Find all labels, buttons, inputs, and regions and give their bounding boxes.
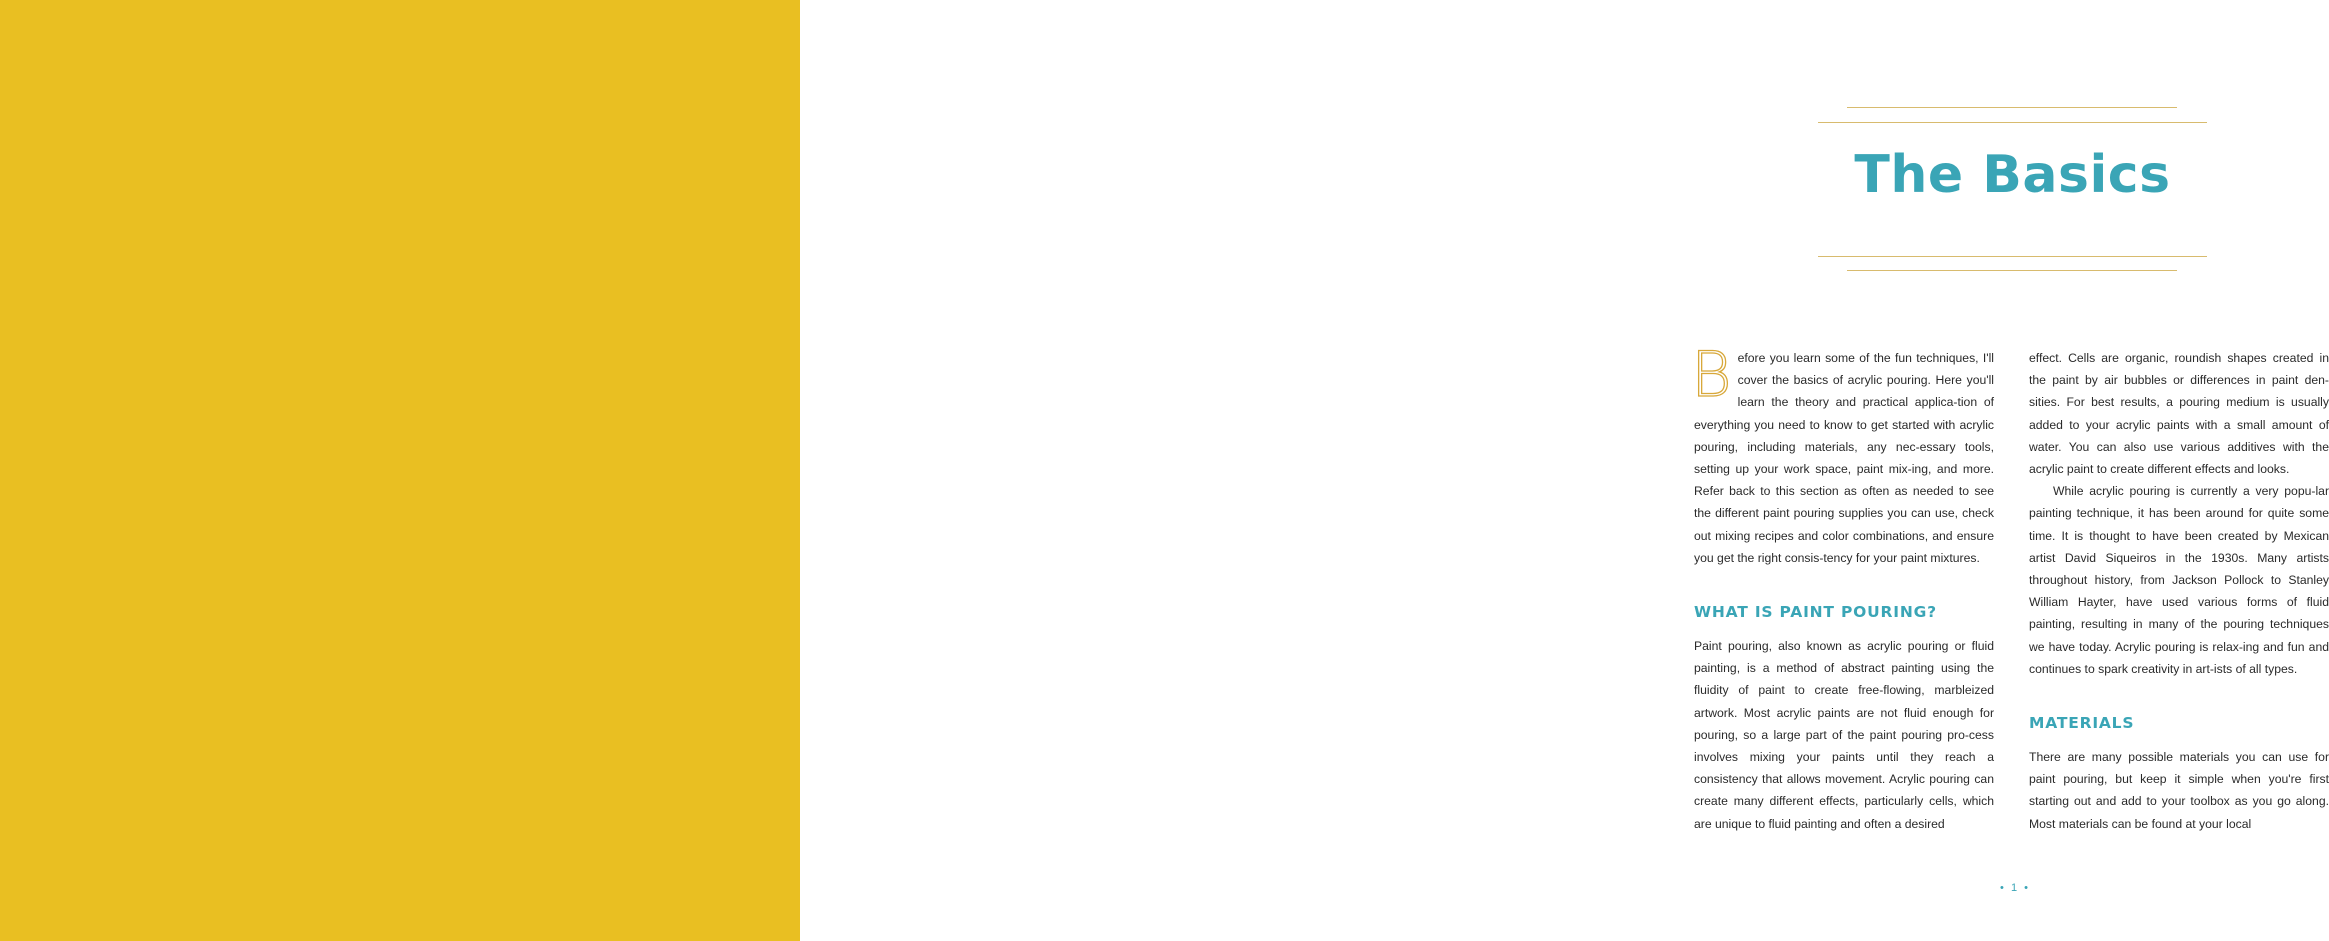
materials-paragraph: There are many possible materials you can use for paint pouring, but keep it simple when you're first starting out and add to your toolbox as you go along. Most materials can be found at your local bbox=[2029, 750, 2329, 831]
section1-paragraph-part2: effect. Cells are organic, roundish shapes created in the paint by air bubbles or differences in paint den-sities. For best results, a pouring medium is usually added to your acrylic paints with a small amount of water. You can also use various additives with the acrylic paint to create different effects and looks. bbox=[2029, 351, 2329, 477]
title-rule-bottom-inner bbox=[1847, 270, 2177, 271]
drop-cap: B bbox=[1691, 338, 1732, 411]
title-rule-bottom-outer bbox=[1818, 256, 2207, 257]
page-number: • 1 • bbox=[2000, 882, 2030, 894]
text-column-left bbox=[1691, 338, 1994, 835]
section1-paragraph-part1: Paint pouring, also known as acrylic pouring or fluid painting, is a method of abstract painting using the fluidity of paint to create free-flowing, marbleized artwork. Most acrylic paints are not fluid enough for pouring, so a large part of the paint pouring pro-cess involves mixing your paints until they reach a consistency that allows movement. Acrylic pouring can create many different effects, particularly cells, which are unique to fluid painting and often a desired bbox=[1694, 639, 1994, 831]
page-title: The Basics bbox=[1854, 145, 2171, 205]
intro-text: efore you learn some of the fun techniques, I'll cover the basics of acrylic pouring. Here you'll learn the theory and practical applica-tion of everything you need to know to get started with acrylic pouring, including materials, any nec-essary tools, setting up your work space, paint mix-ing, and more. Refer back to this section as often as needed to see the different paint pouring supplies you can use, check out mixing recipes and color combinations, and ensure you get the right consis-tency for your paint mixtures. bbox=[1694, 351, 1994, 565]
color-block-left-page bbox=[0, 0, 800, 941]
right-page bbox=[800, 0, 2329, 941]
section-heading-what-is-paint-pouring: WHAT IS PAINT POURING? bbox=[1694, 603, 1937, 622]
title-rule-top-outer bbox=[1818, 122, 2207, 123]
text-column-right bbox=[2029, 347, 2329, 835]
title-rule-top-inner bbox=[1847, 107, 2177, 108]
section-heading-materials: MATERIALS bbox=[2029, 714, 2135, 733]
section1-paragraph-history: While acrylic pouring is currently a very popu-lar painting technique, it has been around for quite some time. It is thought to have been created by Mexican artist David Siqueiros in the 1930s. Many artists throughout history, from Jackson Pollock to Stanley William Hayter, have used various forms of fluid painting, resulting in many of the pouring techniques we have today. Acrylic pouring is relax-ing and fun and continues to spark creativity in art-ists of all types. bbox=[2029, 484, 2329, 676]
intro-paragraph bbox=[1691, 338, 1994, 569]
